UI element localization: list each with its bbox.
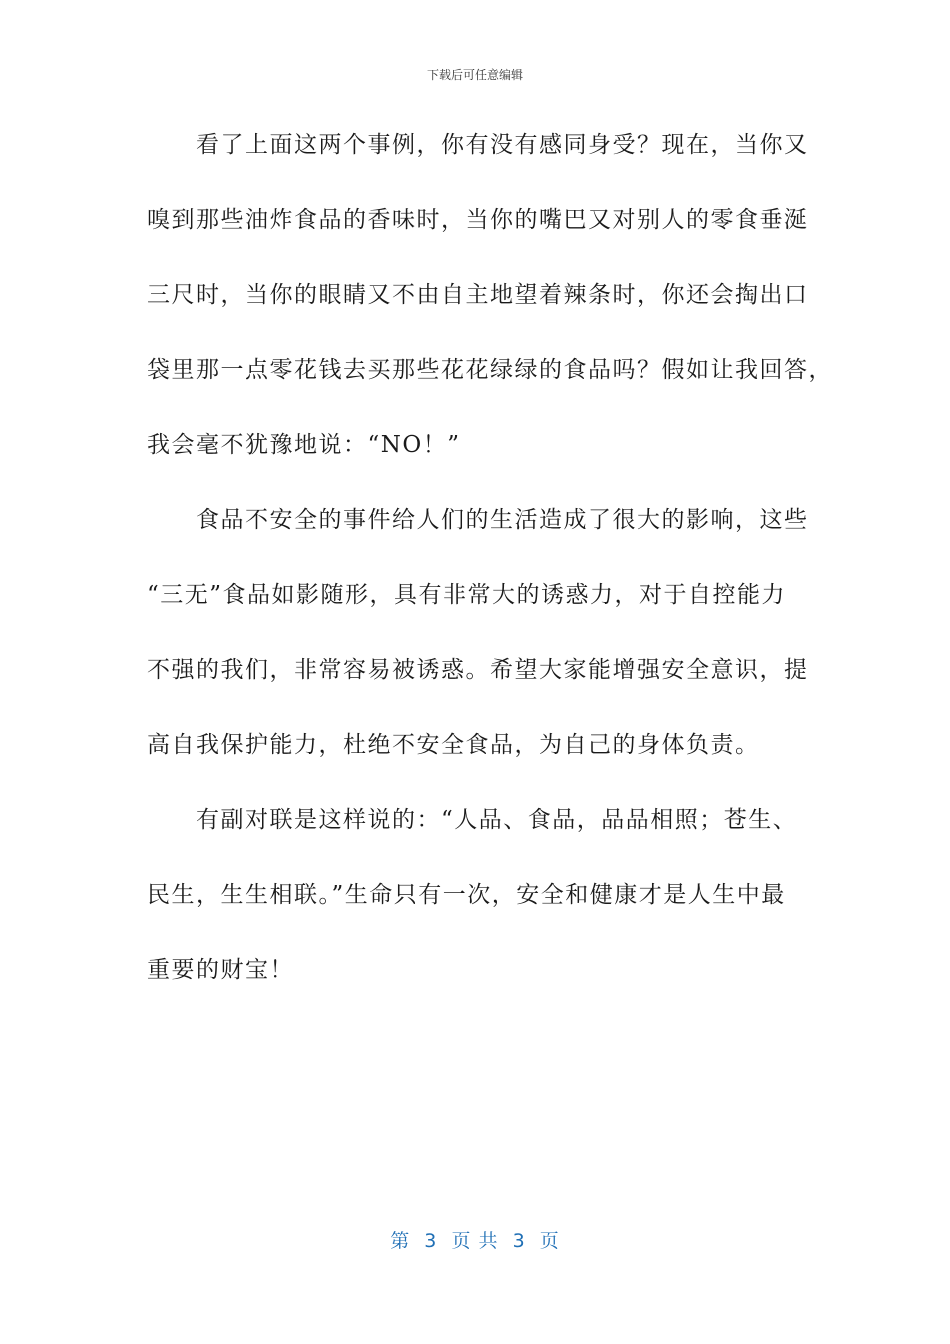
paragraph-line: 不强的我们，非常容易被诱惑。希望大家能增强安全意识，提	[147, 657, 809, 683]
paragraph-line: 高自我保护能力，杜绝不安全食品，为自己的身体负责。	[147, 732, 760, 758]
paragraph-line: 民生，生生相联。”生命只有一次，安全和健康才是人生中最	[147, 882, 786, 908]
paragraph-line: 食品不安全的事件给人们的生活造成了很大的影响，这些	[147, 507, 809, 533]
page-number: 第 3 页 共 3 页	[390, 1230, 560, 1252]
header-note: 下载后可任意编辑	[426, 68, 523, 82]
paragraph-line: 有副对联是这样说的：“人品、食品，品品相照；苍生、	[147, 807, 798, 833]
paragraph-line: 三尺时，当你的眼睛又不由自主地望着辣条时，你还会掏出口	[147, 282, 809, 308]
paragraph-line: 袋里那一点零花钱去买那些花花绿绿的食品吗？假如让我回答，	[147, 357, 833, 383]
paragraph-line: 我会毫不犹豫地说：“NO！”	[147, 432, 461, 458]
paragraph-line: “三无”食品如影随形，具有非常大的诱惑力，对于自控能力	[147, 582, 787, 608]
paragraph-line: 重要的财宝！	[147, 957, 294, 983]
paragraph-line: 嗅到那些油炸食品的香味时，当你的嘴巴又对别人的零食垂涎	[147, 207, 809, 233]
paragraph-line: 看了上面这两个事例，你有没有感同身受？现在，当你又	[147, 132, 809, 158]
